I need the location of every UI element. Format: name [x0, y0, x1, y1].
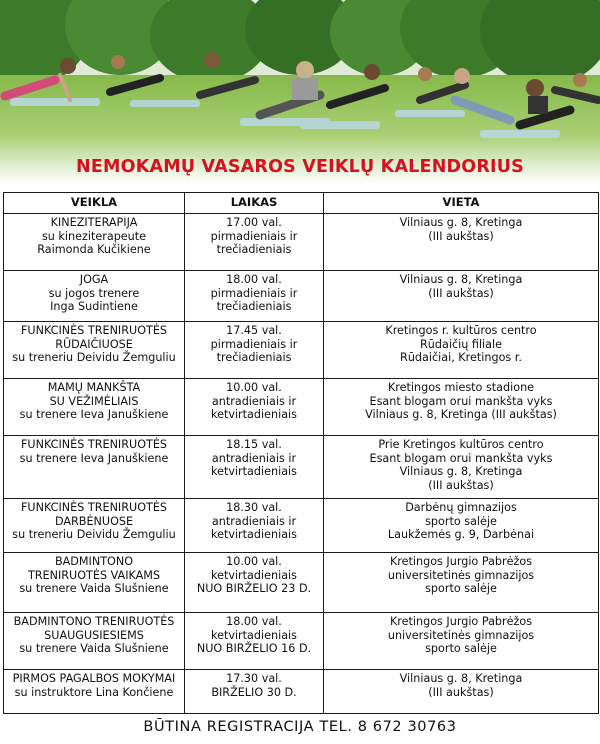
activity-cell-line: BADMINTONO [54, 555, 134, 568]
place-cell-line: (III aukštas) [428, 478, 494, 492]
place-cell-line: Rūdaičių filiale [420, 337, 502, 351]
table-row [4, 613, 599, 670]
activity-cell-line: SU VEŽIMĖLIAIS [49, 394, 139, 408]
time-cell-line: NUO BIRŽELIO 23 D. [196, 582, 312, 595]
column-header-activity: VEIKLA [4, 193, 185, 214]
activity-cell [4, 379, 185, 436]
activity-cell-line: SUAUGUSIESIEMS [44, 628, 144, 642]
time-cell [185, 553, 324, 613]
activity-cell-line: BADMINTONO TRENIRUOTĖS [13, 615, 175, 628]
place-cell [324, 499, 599, 553]
activity-cell-line: su jogos trenere [48, 286, 140, 300]
time-cell-line: 17.00 val. [226, 216, 282, 229]
place-cell-line: sporto salėje [425, 642, 497, 655]
table-row [4, 436, 599, 499]
activity-cell [4, 499, 185, 553]
time-cell-line: pirmadieniais ir [210, 337, 298, 351]
activity-cell-line: JOGA [79, 273, 109, 286]
place-cell [324, 379, 599, 436]
place-cell-line: Kretingos Jurgio Pabrėžos [389, 555, 533, 568]
place-cell-line: (III aukštas) [428, 229, 494, 243]
time-cell-line: trečiadieniais [216, 300, 292, 313]
time-cell [185, 613, 324, 670]
activity-cell [4, 322, 185, 379]
activity-cell-line: MAMŲ MANKŠTA [47, 381, 141, 394]
time-cell-line: 18.00 val. [226, 273, 282, 286]
place-cell-line: (III aukštas) [428, 286, 494, 300]
table-row [4, 499, 599, 553]
place-cell-line: Kretingos Jurgio Pabrėžos [389, 615, 533, 628]
activity-cell-line: KINEZITERAPIJA [50, 216, 138, 229]
time-cell-line: ketvirtadieniais [210, 568, 297, 582]
time-cell [185, 499, 324, 553]
time-cell [185, 322, 324, 379]
activity-cell-line: FUNKCINĖS TRENIRUOTĖS [20, 324, 168, 337]
activity-cell-line: FUNKCINĖS TRENIRUOTĖS [20, 501, 168, 514]
time-cell-line: ketvirtadieniais [210, 408, 297, 421]
table-row [4, 271, 599, 322]
time-cell-line: ketvirtadieniais [210, 528, 297, 541]
place-cell-line: Vilniaus g. 8, Kretinga [399, 273, 523, 286]
page-title: NEMOKAMŲ VASAROS VEIKLŲ KALENDORIUS [76, 157, 524, 177]
activity-cell-line: PIRMOS PAGALBOS MOKYMAI [12, 672, 176, 685]
activity-cell-line: su trenere Vaida Slušniene [19, 642, 169, 655]
table-row [4, 214, 599, 271]
activity-cell-line: su treneriu Deividu Žemguliu [12, 528, 176, 541]
activity-cell-line: su kineziterapeute [41, 229, 147, 243]
place-cell [324, 613, 599, 670]
place-cell-line: Kretingos miesto stadione [387, 381, 535, 394]
place-cell-line: Esant blogam orui mankšta vyks [369, 451, 553, 465]
time-cell-line: antradieniais ir [211, 394, 297, 408]
activity-cell-line: RŪDAIČIUOSE [55, 337, 133, 351]
activity-cell-line: su treneriu Deividu Žemguliu [12, 351, 176, 364]
table-header-row [4, 193, 599, 214]
activity-cell [4, 553, 185, 613]
column-header-time: LAIKAS [185, 193, 324, 214]
place-cell-line: sporto salėje [425, 582, 497, 595]
time-cell-line: antradieniais ir [211, 514, 297, 528]
activity-cell [4, 670, 185, 714]
time-cell-line: BIRŽELIO 30 D. [211, 685, 297, 699]
time-cell-line: 10.00 val. [226, 555, 282, 568]
place-cell-line: Vilniaus g. 8, Kretinga [399, 672, 523, 685]
place-cell-line: Kretingos r. kultūros centro [385, 324, 537, 337]
place-cell-line: Laukžemės g. 9, Darbėnai [387, 528, 535, 541]
place-cell [324, 553, 599, 613]
activity-cell [4, 271, 185, 322]
place-cell-line: Darbėnų gimnazijos [405, 501, 517, 514]
time-cell-line: 17.30 val. [226, 672, 282, 685]
place-cell-line: Vilniaus g. 8, Kretinga [399, 216, 523, 229]
place-cell [324, 670, 599, 714]
table-row [4, 553, 599, 613]
activity-cell [4, 214, 185, 271]
place-cell-line: Esant blogam orui mankšta vyks [369, 394, 553, 408]
activity-cell-line: DARBĖNUOSE [54, 514, 134, 528]
table-body [4, 214, 599, 714]
table-row [4, 379, 599, 436]
time-cell-line: ketvirtadieniais [210, 465, 297, 478]
time-cell [185, 379, 324, 436]
place-cell-line: universitetinės gimnazijos [387, 628, 535, 642]
table-row [4, 670, 599, 714]
activity-cell-line: Raimonda Kučikiene [37, 243, 151, 256]
activity-cell-line: Inga Sudintiene [50, 300, 138, 313]
time-cell-line: antradieniais ir [211, 451, 297, 465]
time-cell [185, 214, 324, 271]
table-row [4, 322, 599, 379]
time-cell [185, 271, 324, 322]
activity-cell-line: su trenere Ieva Januškiene [19, 408, 169, 421]
time-cell-line: 17.45 val. [226, 324, 282, 337]
place-cell-line: sporto salėje [425, 514, 497, 528]
activity-cell-line: su trenere Ieva Januškiene [19, 451, 169, 465]
activities-table [3, 192, 599, 714]
activity-cell-line: TRENIRUOTĖS VAIKAMS [27, 568, 161, 582]
place-cell [324, 322, 599, 379]
place-cell [324, 436, 599, 499]
activity-cell-line: FUNKCINĖS TRENIRUOTĖS [20, 438, 168, 451]
registration-note: BŪTINA REGISTRACIJA TEL. 8 672 30763 [143, 719, 457, 735]
time-cell [185, 670, 324, 714]
time-cell-line: pirmadieniais ir [210, 229, 298, 243]
time-cell-line: pirmadieniais ir [210, 286, 298, 300]
time-cell-line: ketvirtadieniais [210, 628, 297, 642]
time-cell-line: trečiadieniais [216, 243, 292, 256]
place-cell [324, 271, 599, 322]
place-cell-line: Vilniaus g. 8, Kretinga [399, 465, 523, 478]
place-cell-line: Vilniaus g. 8, Kretinga (III aukštas) [365, 408, 557, 421]
activity-cell [4, 436, 185, 499]
place-cell [324, 214, 599, 271]
activity-cell-line: su instruktore Lina Končiene [14, 685, 174, 699]
time-cell-line: 18.15 val. [226, 438, 282, 451]
time-cell-line: 18.30 val. [226, 501, 282, 514]
activity-cell-line: su trenere Vaida Slušniene [19, 582, 169, 595]
column-header-place: VIETA [324, 193, 599, 214]
activity-cell [4, 613, 185, 670]
time-cell-line: 10.00 val. [226, 381, 282, 394]
place-cell-line: Prie Kretingos kultūros centro [378, 438, 544, 451]
place-cell-line: universitetinės gimnazijos [387, 568, 535, 582]
place-cell-line: Rūdaičiai, Kretingos r. [400, 351, 522, 364]
place-cell-line: (III aukštas) [428, 685, 494, 699]
time-cell [185, 436, 324, 499]
time-cell-line: 18.00 val. [226, 615, 282, 628]
time-cell-line: trečiadieniais [216, 351, 292, 364]
time-cell-line: NUO BIRŽELIO 16 D. [196, 642, 312, 655]
